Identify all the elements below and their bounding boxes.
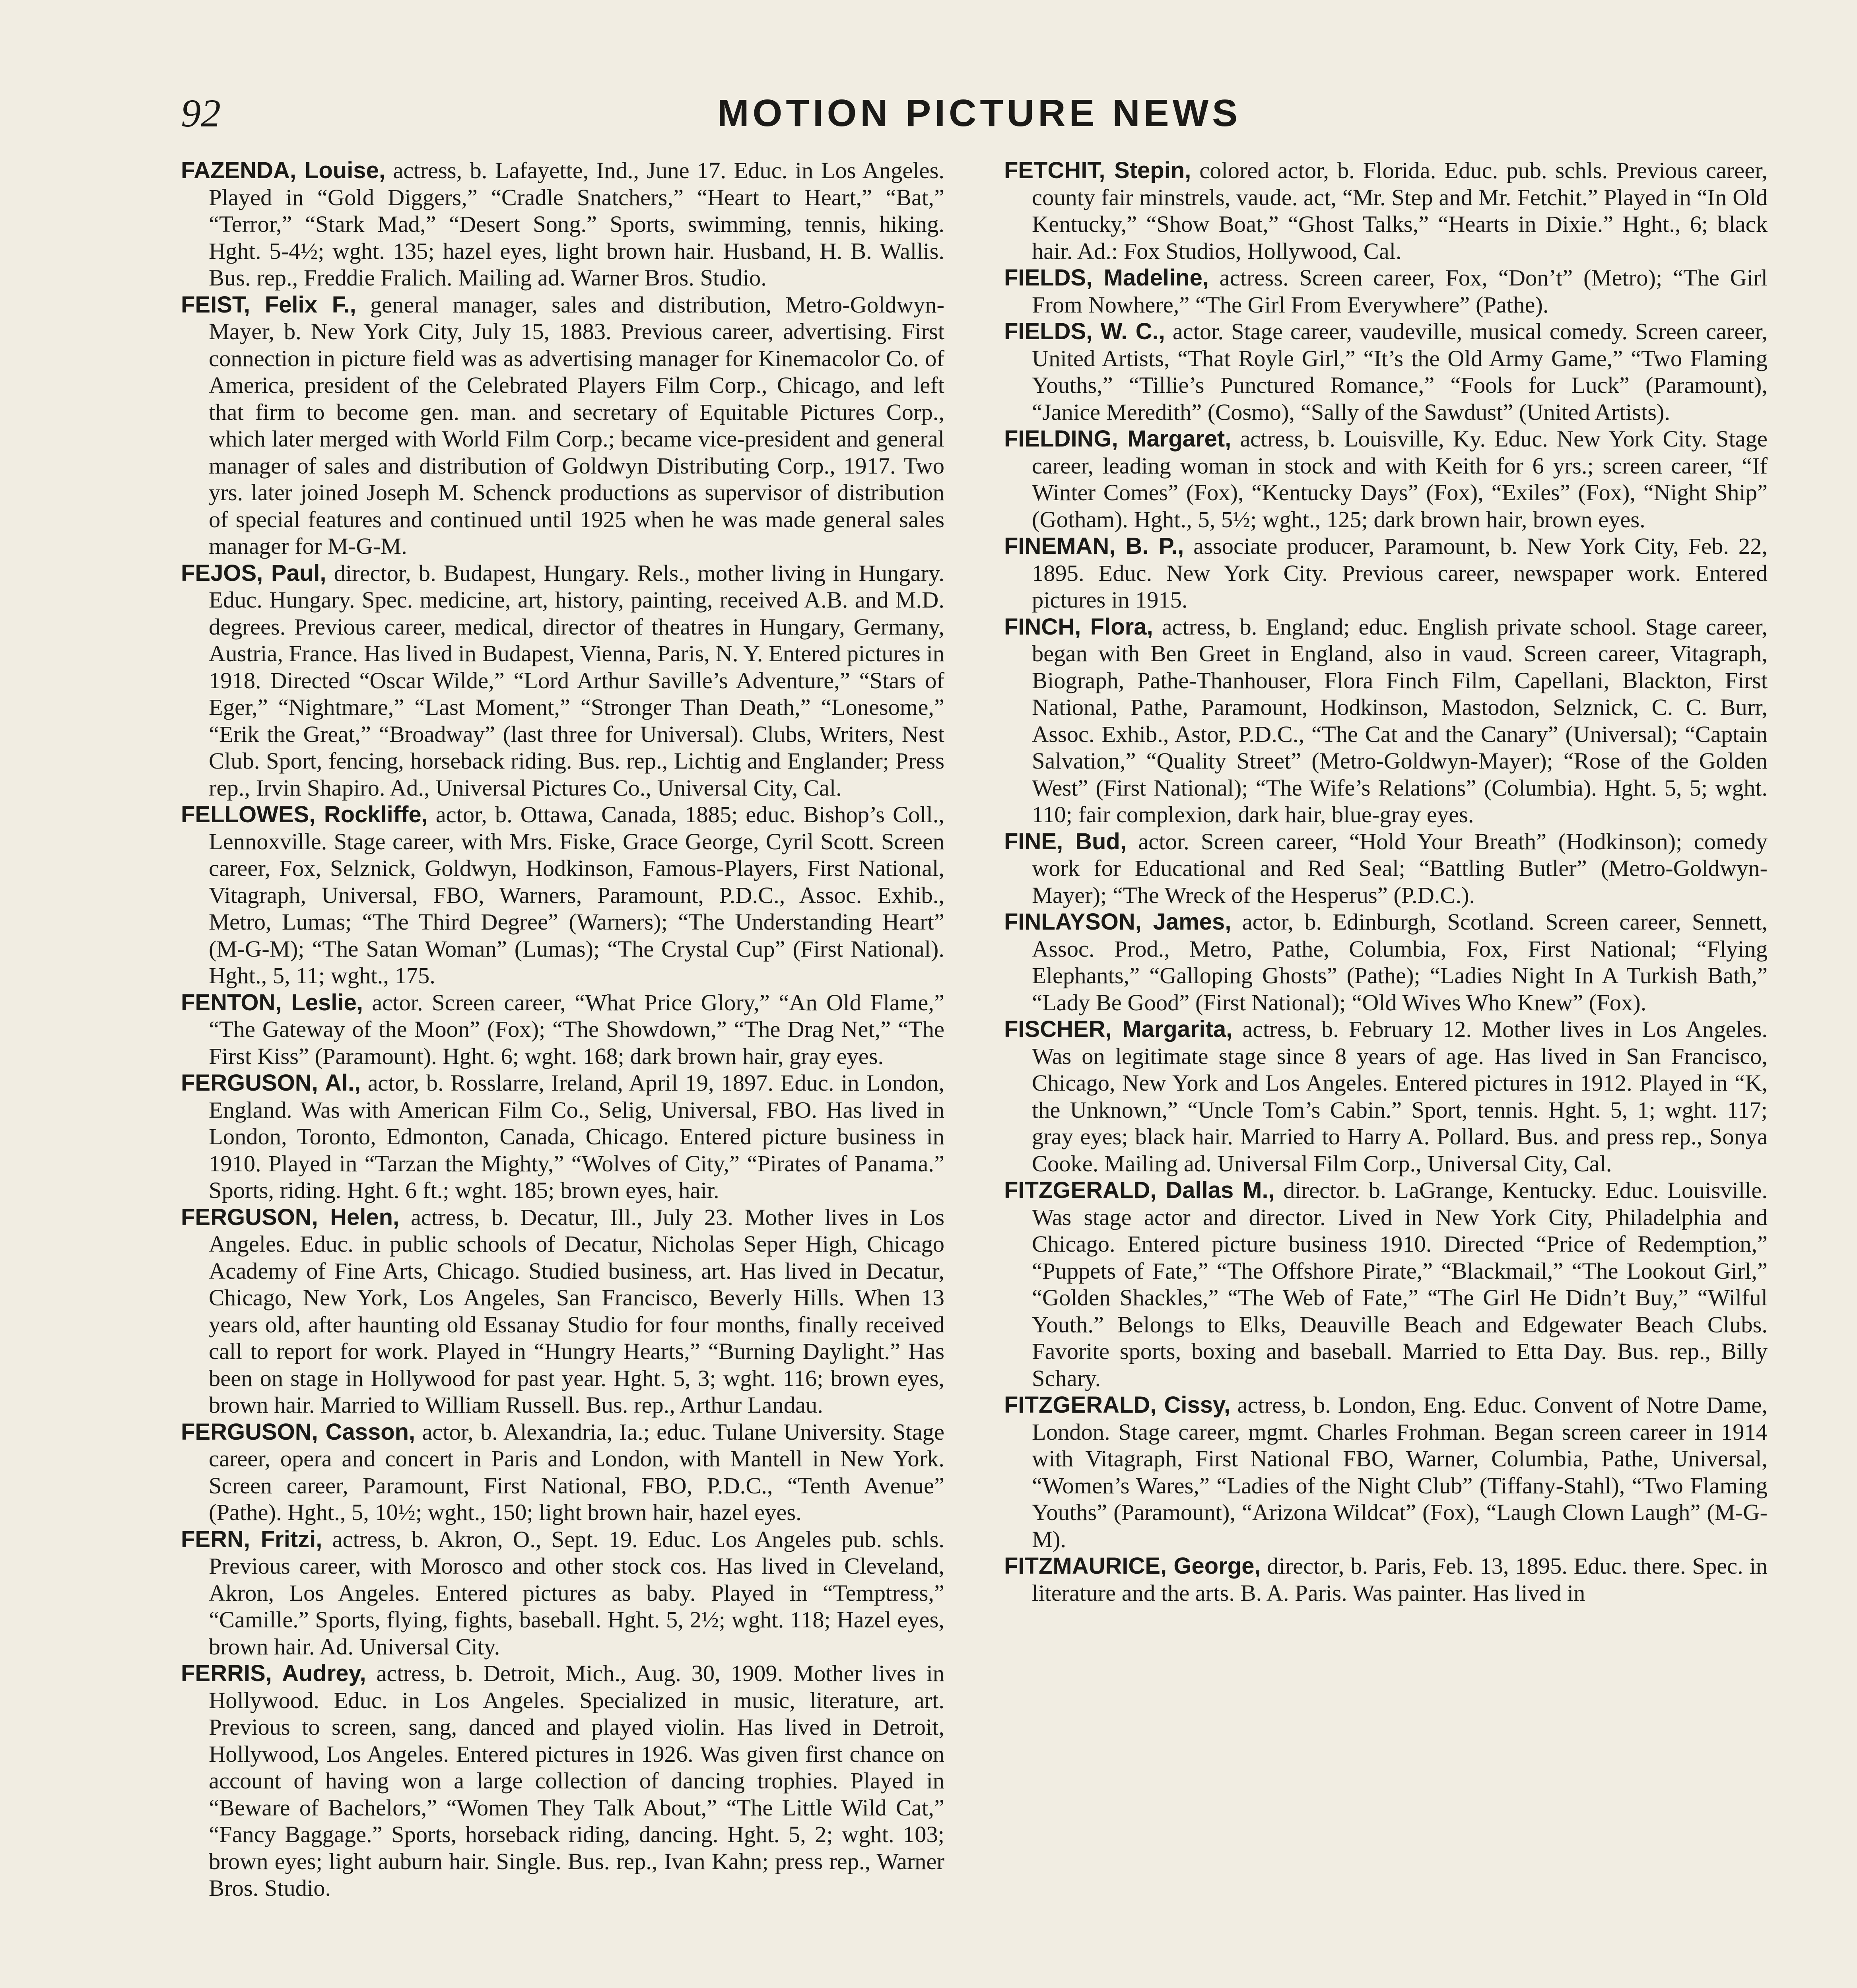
- entry-name: FINLAYSON, James,: [1004, 909, 1232, 935]
- entry-name: FELLOWES, Rockliffe,: [181, 802, 428, 827]
- directory-entry: [1004, 1553, 1768, 1606]
- page-header: [181, 87, 1658, 143]
- entry-name: FITZMAURICE, George,: [1004, 1553, 1261, 1579]
- entry-text: director, b. Budapest, Hungary. Rels., mother living in Hungary. Educ. Hungary. Spec. medicine, art, history, painting, received A.B. and M.D. degrees. Previous career, medical, director of theatres in Hungary, Germany, Austria, France. Has lived in Budapest, Vienna, Paris, N. Y. Entered pictures in 1918. Directed “Oscar Wilde,” “Lord Arthur Saville’s Adventure,” “Stars of Eger,” “Nightmare,” “Last Moment,” “Stronger Than Death,” “Lonesome,” “Erik the Great,” “Broadway” (last three for Universal). Clubs, Writers, Nest Club. Sport, fencing, horseback riding. Bus. rep., Lichtig and Englander; Press rep., Irvin Shapiro. Ad., Universal Pictures Co., Universal City, Cal.: [209, 560, 945, 801]
- entry-text: colored actor, b. Florida. Educ. pub. schls. Previous career, county fair minstrels, vaude. act, “Mr. Step and Mr. Fetchit.” Played in “In Old Kentucky,” “Show Boat,” “Ghost Talks,” “Hearts in Dixie.” Hght., 6; black hair. Ad.: Fox Studios, Hollywood, Cal.: [1032, 157, 1768, 264]
- directory-entry: [1004, 157, 1768, 264]
- directory-entry: [1004, 1016, 1768, 1177]
- directory-entry: [1004, 318, 1768, 425]
- entry-name: FISCHER, Margarita,: [1004, 1016, 1233, 1042]
- entry-text: actor, b. Edinburgh, Scotland. Screen career, Sennett, Assoc. Prod., Metro, Pathe, Columbia, Fox, First National; “Flying Elephants,” “Galloping Ghosts” (Pathe); “Ladies Night In A Turkish Bath,” “Lady Be Good” (First National); “Old Wives Who Knew” (Fox).: [1032, 909, 1768, 1015]
- directory-entry: [181, 560, 944, 802]
- entry-text: actor. Screen career, “Hold Your Breath” (Hodkinson); comedy work for Educational and Red Seal; “Battling Butler” (Metro-Goldwyn-Mayer); “The Wreck of the Hesperus” (P.D.C.).: [1032, 828, 1768, 908]
- directory-entry: [1004, 425, 1768, 533]
- directory-entry: [181, 801, 944, 989]
- magazine-title: MOTION PICTURE NEWS: [717, 92, 1241, 134]
- directory-entry: [181, 291, 944, 560]
- entry-name: FINEMAN, B. P.,: [1004, 533, 1184, 559]
- entry-name: FITZGERALD, Cissy,: [1004, 1392, 1231, 1418]
- entry-text: actress, b. Akron, O., Sept. 19. Educ. Los Angeles pub. schls. Previous career, with Morosco and other stock cos. Has lived in Cleveland, Akron, Los Angeles. Entered pictures as baby. Played in “Temptress,” “Camille.” Sports, flying, fights, baseball. Hght. 5, 2½; wght. 118; Hazel eyes, brown hair. Ad. Universal City.: [209, 1526, 944, 1660]
- entry-name: FIELDING, Margaret,: [1004, 426, 1232, 452]
- entry-name: FERGUSON, Helen,: [181, 1204, 400, 1230]
- entry-text: actor, b. Alexandria, Ia.; educ. Tulane University. Stage career, opera and concert in Paris and London, with Mantell in New York. Screen career, Paramount, First National, FBO, P.D.C., “Tenth Avenue” (Pathe). Hght., 5, 10½; wght., 150; light brown hair, hazel eyes.: [209, 1419, 945, 1525]
- entry-text: associate producer, Paramount, b. New York City, Feb. 22, 1895. Educ. New York City. Previous career, newspaper work. Entered pictures in 1915.: [1032, 533, 1768, 613]
- directory-entry: [181, 1204, 944, 1419]
- directory-entry: [1004, 1177, 1768, 1392]
- entry-text: actress, b. Lafayette, Ind., June 17. Educ. in Los Angeles. Played in “Gold Diggers,” “Cradle Snatchers,” “Heart to Heart,” “Bat,” “Terror,” “Stark Mad,” “Desert Song.” Sports, swimming, tennis, hiking. Hght. 5-4½; wght. 135; hazel eyes, light brown hair. Husband, H. B. Wallis. Bus. rep., Freddie Fralich. Mailing ad. Warner Bros. Studio.: [209, 157, 944, 291]
- entry-text: actress, b. Louisville, Ky. Educ. New York City. Stage career, leading woman in stock and with Keith for 6 yrs.; screen career, “If Winter Comes” (Fox), “Kentucky Days” (Fox), “Exiles” (Fox), “Night Ship” (Gotham). Hght., 5, 5½; wght., 125; dark brown hair, brown eyes.: [1032, 426, 1768, 532]
- entry-text: actress, b. London, Eng. Educ. Convent of Notre Dame, London. Stage career, mgmt. Charles Frohman. Began screen career in 1914 with Vitagraph, First National FBO, Warner, Columbia, Pathe, Universal, “Women’s Wares,” “Ladies of the Night Club” (Tiffany-Stahl), “Two Flaming Youths” (Paramount), “Arizona Wildcat” (Fox), “Laugh Clown Laugh” (M-G-M).: [1032, 1392, 1768, 1552]
- entry-text: director. b. LaGrange, Kentucky. Educ. Louisville. Was stage actor and director. Lived in New York City, Philadelphia and Chicago. Entered picture business 1910. Directed “Price of Redemption,” “Puppets of Fate,” “The Offshore Pirate,” “Blackmail,” “The Lookout Girl,” “Golden Shackles,” “The Web of Fate,” “The Girl He Didn’t Buy,” “Wilful Youth.” Belongs to Elks, Deauville Beach and Edgewater Beach Clubs. Favorite sports, boxing and baseball. Married to Etta Day. Bus. rep., Billy Schary.: [1032, 1177, 1768, 1391]
- directory-entry: [181, 1419, 944, 1526]
- right-column: [1004, 157, 1768, 1606]
- entry-name: FINE, Bud,: [1004, 828, 1127, 854]
- entry-name: FERRIS, Audrey,: [181, 1660, 366, 1686]
- directory-entry: [181, 1526, 944, 1660]
- entry-name: FERN, Fritzi,: [181, 1526, 322, 1552]
- directory-entry: [181, 157, 944, 291]
- page-number: 92: [181, 91, 221, 135]
- entry-text: actor. Screen career, “What Price Glory,” “An Old Flame,” “The Gateway of the Moon” (Fox); “The Showdown,” “The Drag Net,” “The First Kiss” (Paramount). Hght. 6; wght. 168; dark brown hair, gray eyes.: [209, 989, 944, 1069]
- directory-entry: [1004, 264, 1768, 318]
- entry-name: FAZENDA, Louise,: [181, 157, 385, 183]
- directory-entry: [1004, 613, 1768, 828]
- entry-text: actor, b. Rosslarre, Ireland, April 19, 1897. Educ. in London, England. Was with American Film Co., Selig, Universal, FBO. Has lived in London, Toronto, Edmonton, Canada, Chicago. Entered picture business in 1910. Played in “Tarzan the Mighty,” “Wolves of City,” “Pirates of Panama.” Sports, riding. Hght. 6 ft.; wght. 185; brown eyes, hair.: [209, 1070, 945, 1203]
- entry-text: actress. Screen career, Fox, “Don’t” (Metro); “The Girl From Nowhere,” “The Girl From Everywhere” (Pathe).: [1032, 265, 1768, 318]
- entry-name: FERGUSON, Al.,: [181, 1070, 361, 1096]
- entry-name: FETCHIT, Stepin,: [1004, 157, 1191, 183]
- directory-entry: [181, 989, 944, 1070]
- entry-name: FEJOS, Paul,: [181, 560, 326, 586]
- entry-text: actor. Stage career, vaudeville, musical comedy. Screen career, United Artists, “That Royle Girl,” “It’s the Old Army Game,” “Two Flaming Youths,” “Tillie’s Punctured Romance,” “Fools for Luck” (Paramount), “Janice Meredith” (Cosmo), “Sally of the Sawdust” (United Artists).: [1032, 318, 1768, 425]
- entry-name: FIELDS, W. C.,: [1004, 318, 1165, 344]
- entry-name: FITZGERALD, Dallas M.,: [1004, 1177, 1275, 1203]
- directory-entry: [1004, 828, 1768, 909]
- entry-text: actress, b. Decatur, Ill., July 23. Mother lives in Los Angeles. Educ. in public schools of Decatur, Nicholas Seper High, Chicago Academy of Fine Arts, Chicago. Studied business, art. Has lived in Decatur, Chicago, New York, Los Angeles, San Francisco, Beverly Hills. When 13 years old, after haunting old Essanay Studio for four months, finally received call to report for work. Played in “Hungry Hearts,” “Burning Daylight.” Has been on stage in Hollywood for past year. Hght. 5, 3; wght. 116; brown eyes, brown hair. Married to William Russell. Bus. rep., Arthur Landau.: [209, 1204, 944, 1418]
- entry-text: actress, b. February 12. Mother lives in Los Angeles. Was on legitimate stage since 8 years of age. Has lived in San Francisco, Chicago, New York and Los Angeles. Entered pictures in 1912. Played in “K, the Unknown,” “Uncle Tom’s Cabin.” Sport, tennis. Hght. 5, 1; wght. 117; gray eyes; black hair. Married to Harry A. Pollard. Bus. and press rep., Sonya Cooke. Mailing ad. Universal Film Corp., Universal City, Cal.: [1032, 1016, 1768, 1176]
- directory-entry: [181, 1070, 944, 1204]
- entry-name: FERGUSON, Casson,: [181, 1419, 416, 1445]
- entry-text: actress, b. England; educ. English private school. Stage career, began with Ben Greet in England, also in vaud. Screen career, Vitagraph, Biograph, Pathe-Thanhouser, Flora Finch Film, Capellani, Blackton, First National, Pathe, Paramount, Hodkinson, Mastodon, Selznick, C. C. Burr, Assoc. Exhib., Astor, P.D.C., “The Cat and the Canary” (Universal); “Captain Salvation,” “Quality Street” (Metro-Goldwyn-Mayer); “Rose of the Golden West” (First National); “The Wife’s Relations” (Columbia). Hght. 5, 5; wght. 110; fair complexion, dark hair, blue-gray eyes.: [1032, 613, 1768, 827]
- entry-text: actor, b. Ottawa, Canada, 1885; educ. Bishop’s Coll., Lennoxville. Stage career, with Mrs. Fiske, Grace George, Cyril Scott. Screen career, Fox, Selznick, Goldwyn, Hodkinson, Famous-Players, First National, Vitagraph, Universal, FBO, Warners, Paramount, P.D.C., Assoc. Exhib., Metro, Lumas; “The Third Degree” (Warners); “The Understanding Heart” (M-G-M); “The Satan Woman” (Lumas); “The Crystal Cup” (First National). Hght., 5, 11; wght., 175.: [209, 802, 945, 988]
- entry-name: FEIST, Felix F.,: [181, 291, 356, 318]
- entry-name: FIELDS, Madeline,: [1004, 265, 1209, 291]
- entry-text: general manager, sales and distribution, Metro-Goldwyn-Mayer, b. New York City, July 15, 1883. Previous career, advertising. First connection in picture field was as advertising manager for Kinemacolor Co. of America, president of the Celebrated Players Film Corp., Chicago, and left that firm to become gen. man. and secretary of Equitable Pictures Corp., which later merged with World Film Corp.; became vice-president and general manager of sales and distribution of Goldwyn Distributing Corp., 1917. Two yrs. later joined Joseph M. Schenck productions as supervisor of distribution of special features and continued until 1925 when he was made general sales manager for M-G-M.: [209, 291, 944, 559]
- directory-entry: [1004, 533, 1768, 613]
- entry-text: director, b. Paris, Feb. 13, 1895. Educ. there. Spec. in literature and the arts. B. A. Paris. Was painter. Has lived in: [1032, 1553, 1768, 1606]
- entry-text: actress, b. Detroit, Mich., Aug. 30, 1909. Mother lives in Hollywood. Educ. in Los Angeles. Specialized in music, literature, art. Previous to screen, sang, danced and played violin. Has lived in Detroit, Hollywood, Los Angeles. Entered pictures in 1926. Was given first chance on account of having won a large collection of dancing trophies. Played in “Beware of Bachelors,” “Women They Talk About,” “The Little Wild Cat,” “Fancy Baggage.” Sports, horseback riding, dancing. Hght. 5, 2; wght. 103; brown eyes; light auburn hair. Single. Bus. rep., Ivan Kahn; press rep., Warner Bros. Studio.: [209, 1660, 945, 1901]
- directory-entry: [1004, 909, 1768, 1016]
- directory-entry: [181, 1660, 944, 1902]
- entry-name: FENTON, Leslie,: [181, 989, 363, 1015]
- directory-entry: [1004, 1392, 1768, 1553]
- entry-name: FINCH, Flora,: [1004, 613, 1153, 640]
- left-column: [181, 157, 944, 1902]
